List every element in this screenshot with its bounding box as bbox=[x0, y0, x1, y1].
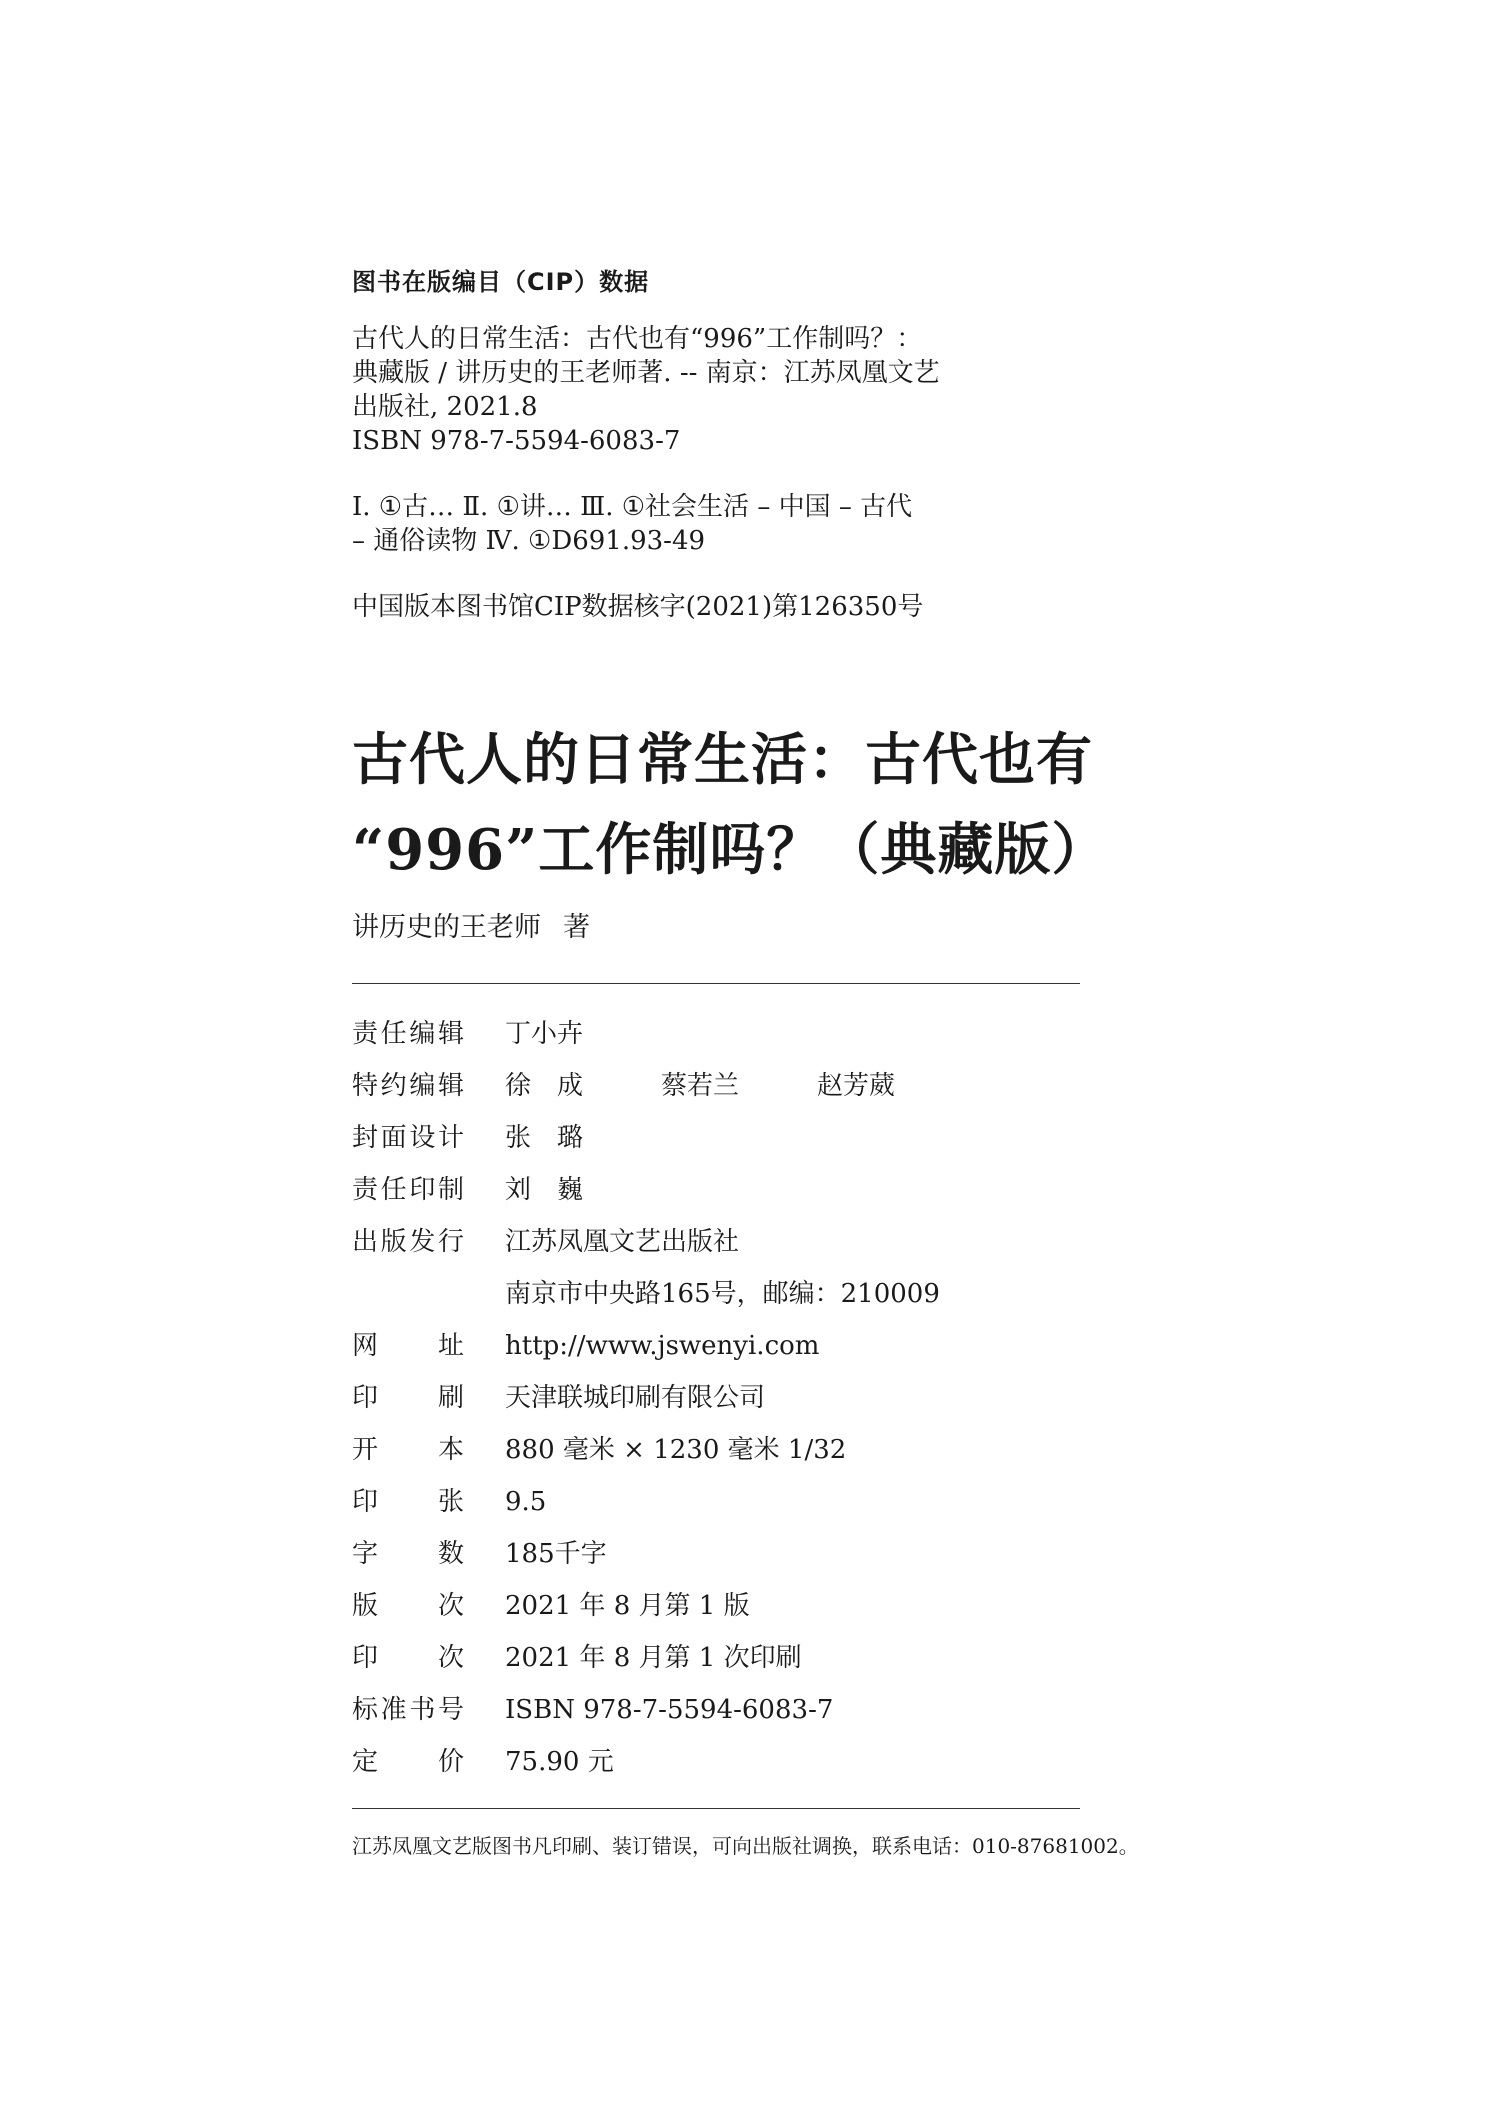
detail-label: 网址 bbox=[352, 1331, 464, 1361]
detail-row bbox=[352, 1372, 940, 1424]
detail-label: 出版发行 bbox=[352, 1227, 464, 1257]
cip-entry-line: 古代人的日常生活：古代也有“996”工作制吗？： bbox=[352, 324, 923, 354]
detail-value: 880 毫米 × 1230 毫米 1/32 bbox=[505, 1435, 847, 1465]
detail-label: 责任编辑 bbox=[352, 1019, 464, 1049]
detail-row bbox=[352, 1528, 940, 1580]
detail-value: 徐 成 蔡若兰 赵芳葳 bbox=[505, 1071, 896, 1101]
publication-details bbox=[352, 1008, 940, 1788]
detail-label: 印刷 bbox=[352, 1383, 464, 1413]
detail-label: 封面设计 bbox=[352, 1123, 464, 1153]
detail-label: 印次 bbox=[352, 1643, 464, 1673]
detail-label: 标准书号 bbox=[352, 1695, 464, 1725]
detail-value: 南京市中央路165号，邮编：210009 bbox=[505, 1279, 940, 1309]
detail-label: 责任印制 bbox=[352, 1175, 464, 1205]
cip-class-line: – 通俗读物 Ⅳ. ①D691.93-49 bbox=[352, 526, 706, 556]
detail-value: 江苏凤凰文艺出版社 bbox=[505, 1227, 740, 1257]
cip-classification bbox=[352, 490, 912, 558]
detail-label: 印张 bbox=[352, 1487, 464, 1517]
detail-row bbox=[352, 1164, 940, 1216]
detail-row bbox=[352, 1320, 940, 1372]
detail-value: 丁小卉 bbox=[505, 1019, 584, 1049]
detail-value: 2021 年 8 月第 1 版 bbox=[505, 1591, 750, 1621]
detail-label: 开本 bbox=[352, 1435, 464, 1465]
cip-heading: 图书在版编目（CIP）数据 bbox=[352, 268, 650, 296]
detail-label bbox=[352, 1268, 464, 1320]
cip-entry-line: 典藏版 / 讲历史的王老师著. -- 南京：江苏凤凰文艺 bbox=[352, 358, 940, 388]
detail-row bbox=[352, 1112, 940, 1164]
author-role: 著 bbox=[563, 912, 590, 943]
cip-entry-line: 出版社, 2021.8 bbox=[352, 392, 538, 422]
detail-label: 特约编辑 bbox=[352, 1071, 464, 1101]
book-title bbox=[352, 715, 1108, 895]
author-line bbox=[352, 905, 590, 944]
detail-row bbox=[352, 1060, 940, 1112]
detail-label: 版次 bbox=[352, 1591, 464, 1621]
detail-row bbox=[352, 1268, 940, 1320]
divider-bottom bbox=[352, 1808, 1080, 1809]
detail-value: ISBN 978-7-5594-6083-7 bbox=[505, 1695, 834, 1725]
detail-row bbox=[352, 1684, 940, 1736]
website-link[interactable]: http://www.jswenyi.com bbox=[505, 1331, 820, 1361]
detail-row bbox=[352, 1424, 940, 1476]
book-title-line: “996”工作制吗？（典藏版） bbox=[352, 817, 1109, 883]
book-title-line: 古代人的日常生活：古代也有 bbox=[352, 727, 1093, 793]
detail-label: 定价 bbox=[352, 1747, 464, 1777]
detail-row bbox=[352, 1632, 940, 1684]
author-name: 讲历史的王老师 bbox=[352, 912, 541, 943]
detail-value: 刘 巍 bbox=[505, 1175, 584, 1205]
detail-row bbox=[352, 1736, 940, 1788]
detail-row bbox=[352, 1008, 940, 1060]
detail-value: 185千字 bbox=[505, 1539, 607, 1569]
detail-row bbox=[352, 1580, 940, 1632]
detail-value: 75.90 元 bbox=[505, 1747, 614, 1777]
detail-row bbox=[352, 1476, 940, 1528]
cip-entry bbox=[352, 322, 940, 458]
detail-value: 9.5 bbox=[505, 1487, 547, 1517]
cip-entry-line: ISBN 978-7-5594-6083-7 bbox=[352, 426, 681, 456]
footer-note: 江苏凤凰文艺版图书凡印刷、装订错误，可向出版社调换，联系电话：010-87681002。 bbox=[352, 1834, 1139, 1858]
cip-record-number: 中国版本图书馆CIP数据核字(2021)第126350号 bbox=[352, 592, 924, 622]
detail-value: 2021 年 8 月第 1 次印刷 bbox=[505, 1643, 802, 1673]
detail-value: 天津联城印刷有限公司 bbox=[505, 1383, 766, 1413]
detail-value: 张 璐 bbox=[505, 1123, 584, 1153]
divider-top bbox=[352, 983, 1080, 984]
cip-class-line: Ⅰ. ①古… Ⅱ. ①讲… Ⅲ. ①社会生活 – 中国 – 古代 bbox=[352, 492, 913, 522]
detail-row bbox=[352, 1216, 940, 1268]
detail-label: 字数 bbox=[352, 1539, 464, 1569]
